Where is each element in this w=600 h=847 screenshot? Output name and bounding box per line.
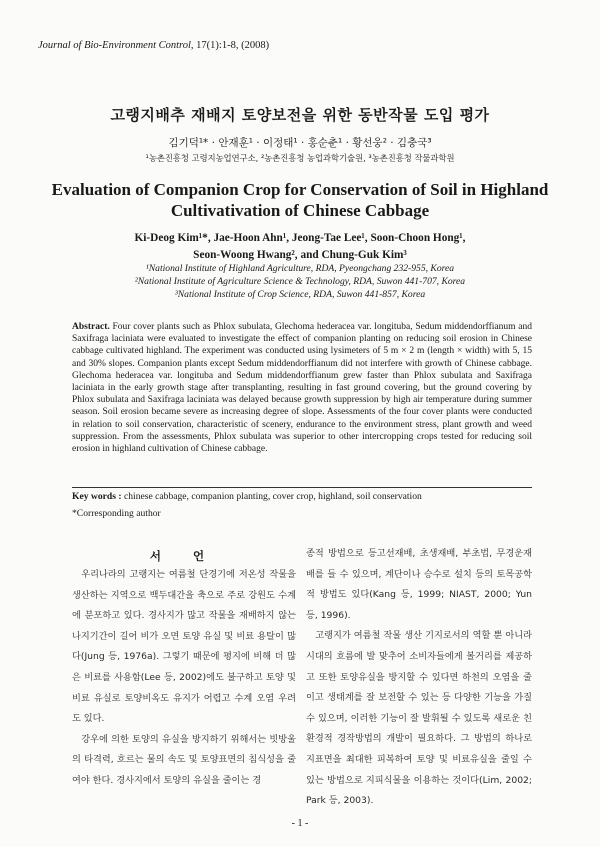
body-paragraph: 종적 방법으로 등고선재배, 초생재배, 부초법, 무경운재배를 들 수 있으며, 계단이나 승수로 설치 등의 토목공학적 방법도 있다(Kang 등, 1999; NIAST, 2000; Yun 등, 1996). xyxy=(306,548,532,621)
english-title xyxy=(40,179,560,221)
affiliation-3: ³National Institute of Crop Science, RDA, Suwon 441-857, Korea xyxy=(174,289,426,300)
journal-name: Journal of Bio-Environment Control, xyxy=(38,40,194,51)
keywords-text: chinese cabbage, companion planting, cover crop, highland, soil conservation xyxy=(123,491,422,502)
body-right-column xyxy=(306,544,532,812)
abstract-text: Four cover plants such as Phlox subulata, Glechoma hederacea var. longituba, Sedum middendorffianum and Saxifraga laciniata were evaluated to investigate the effect of companion planting on reducing soil erosion in Chinese cabbage cultivated highland. The experiment was conducted using lysimeters of 5 m × 2 m (length × width) with 5, 15 and 30% slopes. Companion plants except Sedum middendorffianum did not interfere with growth of Chinese cabbage. Glechoma hederacea var. longituba and Sedum middendorffianum grew faster than Phlox subulata and Saxifraga laciniata in the early growth stage after transplanting, resulting in fast ground covering, but the ground covering by Phlox subulata and Saxifraga laciniata was delayed because growth suppression by high air temperature during summer season. Soil erosion became severe as increasing degree of slope. Assessments of the four cover plants were conducted in relation to soil conservation, characteristic of scenery, endurance to the environment stress, plant growth and weed suppression. From the assessments, Phlox subulata was superior to other intercropping crops tested for reducing soil erosion in highland cultivation of Chinese cabbage. xyxy=(72,322,533,455)
body-left-column xyxy=(72,565,296,792)
body-paragraph: 고랭지가 여름철 작물 생산 기지로서의 역할 뿐 아니라 시대의 흐름에 발 맞추어 소비자들에게 볼거리를 제공하고 또한 토양유실을 방지할 수 있다면 하천의 오염을 줄이고 생태계를 잘 보전할 수 있는 등 다양한 기능을 가질 수 있으며, 이러한 기능이 잘 발휘될 수 있도록 새로운 친환경적 경작방법의 개발이 필요하다. 그 방법의 하나로 지표면을 최대한 피복하여 토양 및 비료유실을 줄일 수 있는 방법으로 지피식물을 이용하는 것이다(Lim, 2002; Park 등, 2003). xyxy=(306,630,532,807)
english-authors-line1: Ki-Deog Kim¹*, Jae-Hoon Ahn¹, Jeong-Tae Lee¹, Soon-Choon Hong¹, xyxy=(134,232,466,244)
abstract xyxy=(72,321,532,455)
english-affiliations xyxy=(40,262,560,301)
korean-affiliations: ¹농촌진흥청 고령지농업연구소, ²농촌진흥청 농업과학기술원, ³농촌진흥청 작물과학원 xyxy=(145,153,455,163)
page-number: - 1 - xyxy=(291,818,309,829)
keywords xyxy=(72,491,532,502)
journal-volume: 17(1):1-8, (2008) xyxy=(196,40,270,51)
body-paragraph: 우리나라의 고랭지는 여름철 단경기에 저온성 작물을 생산하는 지역으로 백두대간을 축으로 주로 강원도 수계에 분포하고 있다. 경사지가 많고 작물을 재배하지 않는 나지기간이 길어 비가 오면 토양 유실 및 비료 용탈이 많다(Jung 등, 1976a). 그렇기 때문에 평지에 비해 더 많은 비료를 사용함(Lee 등, 2002)에도 불구하고 토양 및 비료 유실로 토양비옥도 유지가 어렵고 수계 오염 우려도 있다. xyxy=(72,569,296,725)
corresponding-author-note: *Corresponding author xyxy=(72,508,161,519)
section-heading: 서 언 xyxy=(149,549,219,563)
english-title-line1: Evaluation of Companion Crop for Conservation of Soil in Highland xyxy=(51,180,549,199)
divider xyxy=(72,487,532,488)
korean-authors: 김기덕¹* · 안재훈¹ · 이정태¹ · 홍순춘¹ · 황선웅² · 김충국³ xyxy=(168,137,432,149)
english-title-line2: Cultivativation of Chinese Cabbage xyxy=(170,201,430,220)
affiliation-2: ²National Institute of Agriculture Science & Technology, RDA, Suwon 441-707, Korea xyxy=(134,276,466,287)
affiliation-1: ¹National Institute of Highland Agriculture, RDA, Pyeongchang 232-955, Korea xyxy=(145,263,455,274)
korean-title: 고랭지배추 재배지 토양보전을 위한 동반작물 도입 평가 xyxy=(110,106,490,124)
abstract-label: Abstract. xyxy=(72,322,110,332)
body-paragraph: 강우에 의한 토양의 유실을 방지하기 위해서는 빗방울의 타격력, 흐르는 물의 속도 및 토양표면의 침식성을 줄여야 한다. 경사지에서 토양의 유실을 줄이는 경 xyxy=(72,733,296,786)
journal-citation xyxy=(38,40,269,51)
keywords-label: Key words : xyxy=(72,491,122,502)
english-authors-line2: Seon-Woong Hwang², and Chung-Guk Kim³ xyxy=(193,249,407,261)
english-authors xyxy=(50,230,550,264)
